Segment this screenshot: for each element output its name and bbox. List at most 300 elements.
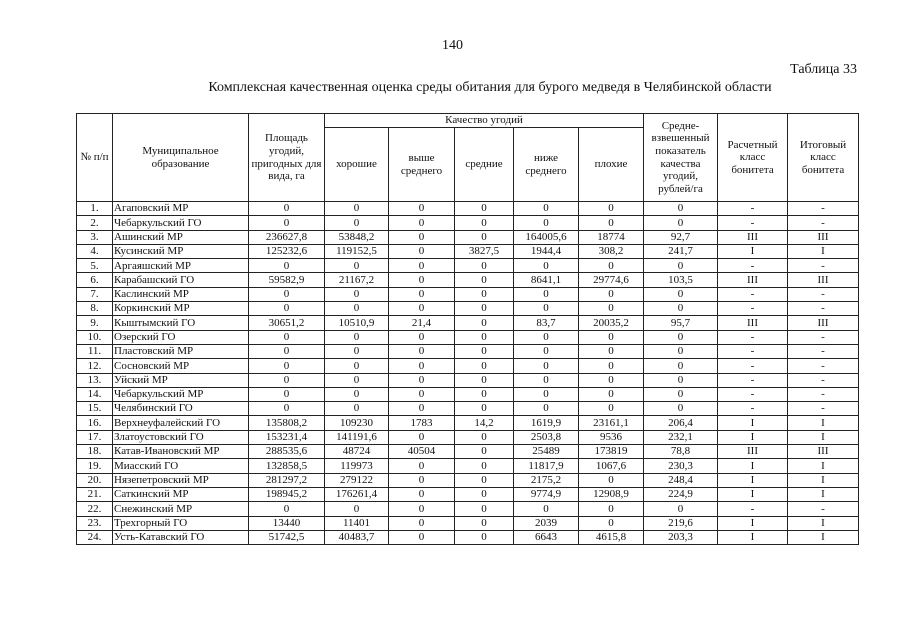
average-value: 0 [455,402,514,416]
poor-value: 4615,8 [579,530,644,544]
header-above-average: выше среднего [389,128,455,202]
table-row [77,287,859,301]
above-average-value: 0 [389,516,455,530]
above-average-value: 0 [389,287,455,301]
above-average-value: 0 [389,302,455,316]
indicator-value: 0 [644,402,718,416]
above-average-value: 0 [389,487,455,501]
average-value: 0 [455,487,514,501]
poor-value: 173819 [579,445,644,459]
calc-class-value: I [718,416,788,430]
final-class-value: I [788,516,859,530]
above-average-value: 0 [389,430,455,444]
header-good: хорошие [325,128,389,202]
table-row [77,302,859,316]
calc-class-value: I [718,487,788,501]
above-average-value: 0 [389,473,455,487]
average-value: 0 [455,216,514,230]
final-class-value: - [788,259,859,273]
final-class-value: III [788,230,859,244]
row-number: 2. [77,216,113,230]
good-value: 0 [325,202,389,216]
average-value: 0 [455,359,514,373]
table-row [77,530,859,544]
good-value: 0 [325,502,389,516]
table-body [77,202,859,545]
table-row [77,316,859,330]
poor-value: 1067,6 [579,459,644,473]
calc-class-value: - [718,330,788,344]
row-number: 19. [77,459,113,473]
final-class-value: III [788,273,859,287]
calc-class-value: - [718,359,788,373]
average-value: 0 [455,473,514,487]
average-value: 0 [455,287,514,301]
table-title: Комплексная качественная оценка среды обитания для бурого медведя в Челябинской области [208,80,772,95]
table-row [77,502,859,516]
poor-value: 0 [579,302,644,316]
good-value: 279122 [325,473,389,487]
poor-value: 0 [579,344,644,358]
above-average-value: 0 [389,344,455,358]
average-value: 0 [455,202,514,216]
calc-class-value: - [718,373,788,387]
indicator-value: 0 [644,387,718,401]
page-number: 140 [442,38,463,53]
municipality-name: Каслинский МР [113,287,249,301]
below-average-value: 1944,4 [514,244,579,258]
area-value: 0 [249,302,325,316]
indicator-value: 219,6 [644,516,718,530]
good-value: 0 [325,216,389,230]
municipality-name: Аргаяшский МР [113,259,249,273]
area-value: 288535,6 [249,445,325,459]
table-header [77,114,859,202]
municipality-name: Ашинский МР [113,230,249,244]
row-number: 9. [77,316,113,330]
final-class-value: - [788,402,859,416]
above-average-value: 0 [389,530,455,544]
above-average-value: 0 [389,244,455,258]
poor-value: 0 [579,473,644,487]
poor-value: 20035,2 [579,316,644,330]
municipality-name: Златоустовский ГО [113,430,249,444]
indicator-value: 0 [644,302,718,316]
above-average-value: 0 [389,359,455,373]
good-value: 0 [325,330,389,344]
below-average-value: 25489 [514,445,579,459]
poor-value: 0 [579,259,644,273]
below-average-value: 164005,6 [514,230,579,244]
final-class-value: - [788,302,859,316]
final-class-value: - [788,373,859,387]
good-value: 10510,9 [325,316,389,330]
final-class-value: I [788,416,859,430]
final-class-value: I [788,459,859,473]
calc-class-value: III [718,230,788,244]
indicator-value: 206,4 [644,416,718,430]
average-value: 0 [455,344,514,358]
poor-value: 0 [579,502,644,516]
above-average-value: 0 [389,459,455,473]
above-average-value: 0 [389,502,455,516]
calc-class-value: III [718,316,788,330]
good-value: 119973 [325,459,389,473]
indicator-value: 103,5 [644,273,718,287]
calc-class-value: I [718,244,788,258]
indicator-value: 0 [644,373,718,387]
area-value: 0 [249,344,325,358]
below-average-value: 6643 [514,530,579,544]
below-average-value: 83,7 [514,316,579,330]
above-average-value: 0 [389,216,455,230]
poor-value: 0 [579,202,644,216]
above-average-value: 1783 [389,416,455,430]
municipality-name: Миасский ГО [113,459,249,473]
header-below-average: ниже среднего [514,128,579,202]
row-number: 12. [77,359,113,373]
row-number: 16. [77,416,113,430]
municipality-name: Уйский МР [113,373,249,387]
indicator-value: 0 [644,259,718,273]
final-class-value: - [788,502,859,516]
poor-value: 12908,9 [579,487,644,501]
below-average-value: 0 [514,302,579,316]
header-final-class: Итоговый класс бонитета [788,114,859,202]
municipality-name: Снежинский МР [113,502,249,516]
table-row [77,445,859,459]
final-class-value: III [788,316,859,330]
area-value: 0 [249,502,325,516]
habitat-quality-table [76,113,859,545]
row-number: 3. [77,230,113,244]
table-row [77,387,859,401]
below-average-value: 0 [514,387,579,401]
final-class-value: - [788,330,859,344]
average-value: 0 [455,230,514,244]
good-value: 0 [325,259,389,273]
calc-class-value: I [718,516,788,530]
average-value: 0 [455,259,514,273]
municipality-name: Карабашский ГО [113,273,249,287]
indicator-value: 0 [644,359,718,373]
final-class-value: I [788,244,859,258]
indicator-value: 224,9 [644,487,718,501]
good-value: 40483,7 [325,530,389,544]
row-number: 11. [77,344,113,358]
row-number: 7. [77,287,113,301]
area-value: 0 [249,259,325,273]
table-row [77,216,859,230]
area-value: 236627,8 [249,230,325,244]
final-class-value: - [788,202,859,216]
poor-value: 29774,6 [579,273,644,287]
calc-class-value: - [718,216,788,230]
indicator-value: 0 [644,344,718,358]
average-value: 0 [455,502,514,516]
below-average-value: 0 [514,216,579,230]
final-class-value: I [788,487,859,501]
area-value: 0 [249,330,325,344]
below-average-value: 0 [514,344,579,358]
below-average-value: 2039 [514,516,579,530]
area-value: 132858,5 [249,459,325,473]
area-value: 0 [249,287,325,301]
good-value: 0 [325,387,389,401]
area-value: 51742,5 [249,530,325,544]
indicator-value: 230,3 [644,459,718,473]
row-number: 22. [77,502,113,516]
municipality-name: Челябинский ГО [113,402,249,416]
final-class-value: - [788,216,859,230]
good-value: 119152,5 [325,244,389,258]
row-number: 6. [77,273,113,287]
above-average-value: 0 [389,330,455,344]
calc-class-value: - [718,202,788,216]
header-area: Площадь угодий, пригодных для вида, га [249,114,325,202]
poor-value: 0 [579,373,644,387]
area-value: 13440 [249,516,325,530]
above-average-value: 0 [389,373,455,387]
municipality-name: Кыштымский ГО [113,316,249,330]
below-average-value: 0 [514,287,579,301]
average-value: 0 [455,273,514,287]
good-value: 0 [325,373,389,387]
above-average-value: 21,4 [389,316,455,330]
calc-class-value: - [718,402,788,416]
below-average-value: 0 [514,259,579,273]
calc-class-value: - [718,502,788,516]
indicator-value: 203,3 [644,530,718,544]
poor-value: 0 [579,402,644,416]
below-average-value: 0 [514,202,579,216]
row-number: 21. [77,487,113,501]
indicator-value: 0 [644,202,718,216]
good-value: 0 [325,344,389,358]
municipality-name: Сосновский МР [113,359,249,373]
table-row [77,487,859,501]
area-value: 125232,6 [249,244,325,258]
municipality-name: Озерский ГО [113,330,249,344]
row-number: 8. [77,302,113,316]
above-average-value: 40504 [389,445,455,459]
average-value: 0 [455,516,514,530]
indicator-value: 232,1 [644,430,718,444]
below-average-value: 0 [514,373,579,387]
final-class-value: I [788,473,859,487]
final-class-value: III [788,445,859,459]
good-value: 109230 [325,416,389,430]
below-average-value: 8641,1 [514,273,579,287]
table-row [77,230,859,244]
table-row [77,402,859,416]
municipality-name: Чебаркульский ГО [113,216,249,230]
calc-class-value: I [718,430,788,444]
row-number: 4. [77,244,113,258]
municipality-name: Усть-Катавский ГО [113,530,249,544]
table-row [77,416,859,430]
table-row [77,430,859,444]
municipality-name: Коркинский МР [113,302,249,316]
row-number: 17. [77,430,113,444]
average-value: 0 [455,530,514,544]
calc-class-value: - [718,344,788,358]
calc-class-value: - [718,302,788,316]
table-row [77,330,859,344]
above-average-value: 0 [389,402,455,416]
final-class-value: - [788,359,859,373]
average-value: 0 [455,387,514,401]
header-quality-group: Качество угодий [325,114,644,128]
municipality-name: Нязепетровский МР [113,473,249,487]
row-number: 18. [77,445,113,459]
table-label: Таблица 33 [790,62,857,77]
poor-value: 23161,1 [579,416,644,430]
poor-value: 0 [579,330,644,344]
average-value: 14,2 [455,416,514,430]
final-class-value: - [788,387,859,401]
area-value: 0 [249,359,325,373]
final-class-value: - [788,344,859,358]
header-calc-class: Расчетный класс бонитета [718,114,788,202]
average-value: 0 [455,316,514,330]
below-average-value: 0 [514,502,579,516]
poor-value: 0 [579,216,644,230]
below-average-value: 1619,9 [514,416,579,430]
good-value: 53848,2 [325,230,389,244]
municipality-name: Верхнеуфалейский ГО [113,416,249,430]
table-row [77,202,859,216]
below-average-value: 11817,9 [514,459,579,473]
good-value: 0 [325,302,389,316]
area-value: 0 [249,202,325,216]
row-number: 20. [77,473,113,487]
good-value: 48724 [325,445,389,459]
calc-class-value: - [718,259,788,273]
poor-value: 0 [579,387,644,401]
table-row [77,459,859,473]
table-row [77,273,859,287]
poor-value: 9536 [579,430,644,444]
row-number: 1. [77,202,113,216]
header-poor: плохие [579,128,644,202]
row-number: 13. [77,373,113,387]
header-municipality: Муниципальное образование [113,114,249,202]
good-value: 0 [325,402,389,416]
row-number: 24. [77,530,113,544]
good-value: 0 [325,359,389,373]
average-value: 0 [455,445,514,459]
above-average-value: 0 [389,259,455,273]
calc-class-value: I [718,459,788,473]
below-average-value: 0 [514,330,579,344]
good-value: 176261,4 [325,487,389,501]
above-average-value: 0 [389,273,455,287]
table-row [77,473,859,487]
calc-class-value: III [718,273,788,287]
average-value: 0 [455,459,514,473]
good-value: 11401 [325,516,389,530]
poor-value: 0 [579,516,644,530]
average-value: 0 [455,302,514,316]
header-num: № п/п [77,114,113,202]
indicator-value: 0 [644,216,718,230]
area-value: 0 [249,216,325,230]
calc-class-value: I [718,530,788,544]
indicator-value: 92,7 [644,230,718,244]
average-value: 3827,5 [455,244,514,258]
indicator-value: 78,8 [644,445,718,459]
calc-class-value: I [718,473,788,487]
row-number: 10. [77,330,113,344]
poor-value: 18774 [579,230,644,244]
good-value: 0 [325,287,389,301]
row-number: 14. [77,387,113,401]
area-value: 281297,2 [249,473,325,487]
final-class-value: I [788,430,859,444]
area-value: 59582,9 [249,273,325,287]
above-average-value: 0 [389,202,455,216]
area-value: 0 [249,373,325,387]
municipality-name: Агаповский МР [113,202,249,216]
good-value: 21167,2 [325,273,389,287]
indicator-value: 0 [644,330,718,344]
poor-value: 0 [579,287,644,301]
indicator-value: 248,4 [644,473,718,487]
table-row [77,344,859,358]
average-value: 0 [455,373,514,387]
indicator-value: 95,7 [644,316,718,330]
municipality-name: Катав-Ивановский МР [113,445,249,459]
header-indicator: Средне-взвешенный показатель качества угодий, рублей/га [644,114,718,202]
poor-value: 308,2 [579,244,644,258]
below-average-value: 2503,8 [514,430,579,444]
municipality-name: Чебаркульский МР [113,387,249,401]
average-value: 0 [455,430,514,444]
below-average-value: 2175,2 [514,473,579,487]
table-row [77,373,859,387]
indicator-value: 241,7 [644,244,718,258]
row-number: 23. [77,516,113,530]
final-class-value: I [788,530,859,544]
table-row [77,516,859,530]
below-average-value: 9774,9 [514,487,579,501]
indicator-value: 0 [644,502,718,516]
area-value: 135808,2 [249,416,325,430]
area-value: 153231,4 [249,430,325,444]
municipality-name: Трехгорный ГО [113,516,249,530]
below-average-value: 0 [514,359,579,373]
municipality-name: Кусинский МР [113,244,249,258]
header-average: средние [455,128,514,202]
poor-value: 0 [579,359,644,373]
municipality-name: Саткинский МР [113,487,249,501]
average-value: 0 [455,330,514,344]
above-average-value: 0 [389,387,455,401]
row-number: 5. [77,259,113,273]
table-row [77,359,859,373]
area-value: 0 [249,402,325,416]
area-value: 0 [249,387,325,401]
above-average-value: 0 [389,230,455,244]
table-row [77,244,859,258]
table-row [77,259,859,273]
below-average-value: 0 [514,402,579,416]
indicator-value: 0 [644,287,718,301]
calc-class-value: - [718,287,788,301]
calc-class-value: III [718,445,788,459]
municipality-name: Пластовский МР [113,344,249,358]
